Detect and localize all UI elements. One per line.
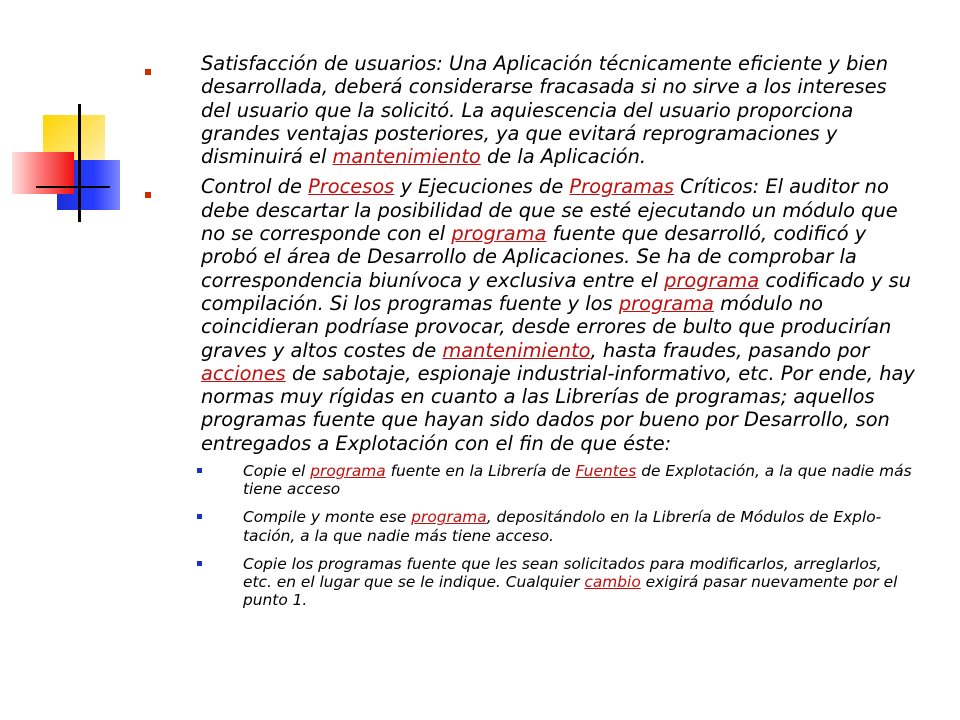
sub-bullet-compile-monte	[145, 508, 915, 544]
text-segment: Copie los programas fuente que les sean solicitados para modificarlos, arreglarlos, etc. en el lugar que se le indique. Cualquier	[243, 554, 882, 592]
text-segment: de Explotación, a la que nadie más tiene acceso	[243, 462, 912, 499]
text-segment: Copie el	[243, 462, 311, 481]
text-segment: fuente en la Librería de	[385, 462, 576, 481]
text-segment: Compile y monte ese	[243, 508, 412, 527]
link-programas[interactable]: Programas	[569, 175, 674, 199]
link-mantenimiento[interactable]: mantenimiento	[442, 338, 591, 362]
link-programa[interactable]: programa	[451, 222, 547, 246]
bullet-text	[201, 175, 915, 455]
text-segment: y Ejecuciones de	[394, 175, 570, 199]
link-programa[interactable]: programa	[664, 268, 760, 292]
text-segment: fuente que desarrolló, codificó y probó el área de Desarrollo de Aplicaciones. Se ha de comprobar la correspondencia biunívoca y exclusiva entre el	[201, 222, 867, 292]
square-bullet-icon	[197, 561, 202, 566]
text-segment: exigirá pasar nuevamente por el punto 1.	[243, 573, 898, 610]
bullet-text	[243, 508, 915, 544]
link-programa[interactable]: programa	[310, 462, 386, 481]
text-segment: Críticos: El auditor no debe descartar la posibilidad de que se esté ejecutando un módulo que no se corresponde con el	[201, 175, 898, 246]
link-mantenimiento[interactable]: mantenimiento	[332, 145, 481, 169]
text-segment: de la Aplicación.	[480, 145, 647, 169]
horizontal-line-shape	[36, 186, 110, 188]
text-segment: de sabotaje, espionaje industrial-informativo, etc. Por ende, hay normas muy rígidas en cuanto a las Librerías de programas; aquellos programas fuente que hayan sido dados por bueno por Desarrollo, son entregados a Explotación con el fin de que éste:	[201, 361, 915, 455]
sub-bullet-copie-programa	[145, 462, 915, 498]
bullet-control-procesos	[145, 175, 915, 455]
square-bullet-icon	[197, 514, 202, 519]
text-segment: Control de	[201, 175, 309, 199]
text-segment: Satisfacción de usuarios: Una Aplicación técnicamente eficiente y bien desarrollada, deberá considerarse fracasada si no sirve a los intereses del usuario que la solicitó. La aquiescencia del usuario proporciona grandes ventajas posteriores, ya que evitará reprogramaciones y disminuirá el	[201, 52, 888, 169]
square-bullet-icon	[145, 192, 151, 198]
text-segment: módulo no coincidieran podríase provocar, desde errores de bulto que producirían graves y altos costes de	[201, 291, 892, 362]
square-bullet-icon	[197, 468, 202, 473]
link-programa[interactable]: programa	[618, 291, 714, 315]
bullet-text	[243, 555, 915, 610]
link-acciones[interactable]: acciones	[201, 361, 286, 385]
sub-bullet-copie-programas-fuente	[145, 555, 915, 610]
text-segment: codificado y su compilación. Si los programas fuente y los	[201, 268, 911, 315]
bullet-text	[201, 52, 915, 168]
slide-content	[145, 52, 915, 619]
link-procesos[interactable]: Procesos	[308, 175, 395, 199]
decorative-squares-graphic	[0, 0, 120, 230]
link-fuentes[interactable]: Fuentes	[575, 462, 637, 481]
vertical-line-shape	[78, 104, 81, 222]
link-cambio[interactable]: cambio	[584, 573, 641, 592]
text-segment: , hasta fraudes, pasando por	[590, 338, 870, 362]
link-programa[interactable]: programa	[411, 508, 487, 527]
text-segment: , depositándolo en la Librería de Módulos de Explo-tación, a la que nadie más tiene acceso.	[243, 508, 882, 545]
bullet-satisfaccion-usuarios	[145, 52, 915, 168]
bullet-text	[243, 462, 915, 498]
square-bullet-icon	[145, 69, 151, 75]
